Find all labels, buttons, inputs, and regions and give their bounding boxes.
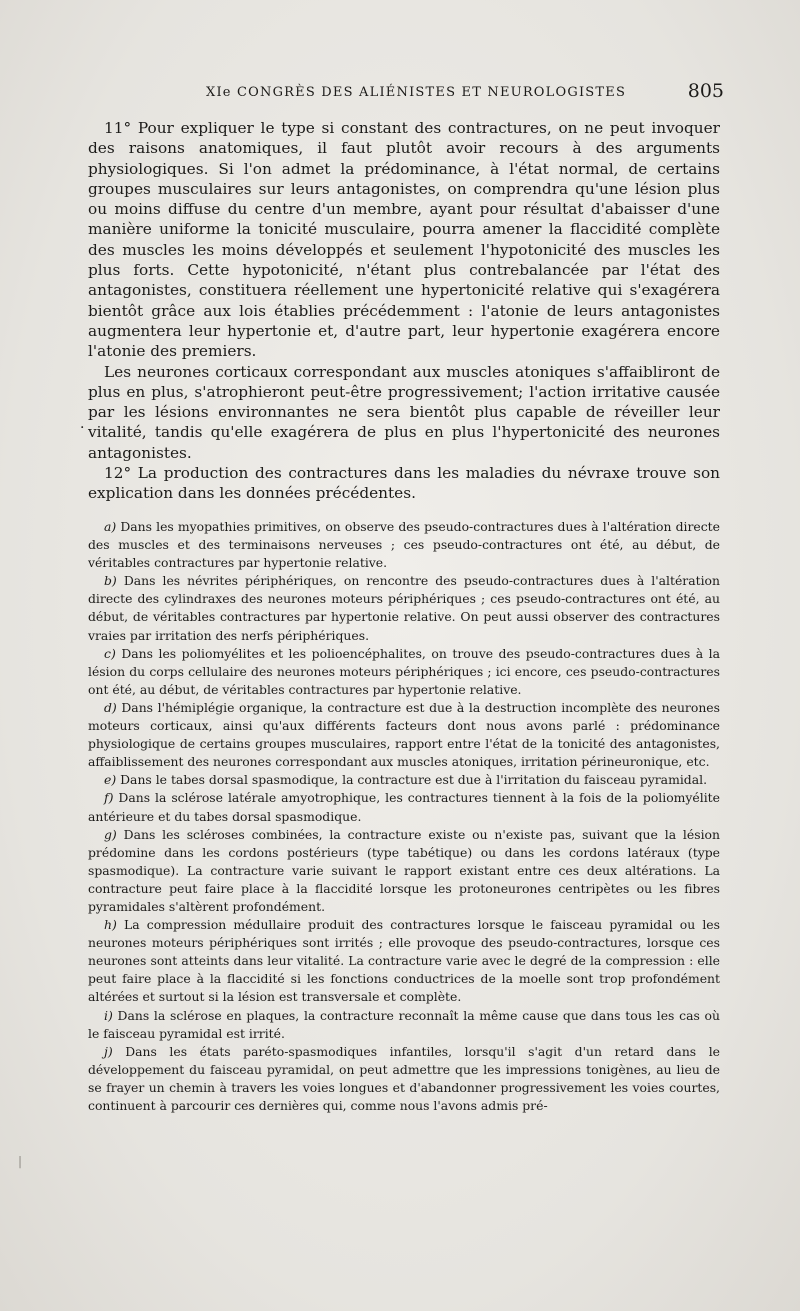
item-text: Dans l'hémiplégie organique, la contracture est due à la destruction incomplète des neurones moteurs corticaux, ainsi qu'aux différents facteurs dont nous avons parlé : prédominance physiologique de certains groupes musculaires, rapport entre l'état de la tonicité des antagonistes, affaiblissement des neurones correspondant aux muscles atoniques, irritation périneuronique, etc. (88, 699, 720, 770)
item-label: a) (104, 519, 117, 534)
item-label: b) (104, 573, 117, 589)
list-item (88, 645, 720, 699)
list-item (88, 826, 720, 916)
list-item (88, 771, 720, 789)
list-item (88, 789, 720, 825)
item-text: Dans la sclérose latérale amyotrophique, les contractures tiennent à la fois de la poliomyélite antérieure et du tabes dorsal spasmodique. (88, 790, 720, 824)
list-item (88, 572, 720, 644)
item-label: f) (104, 790, 114, 806)
item-label: i) (104, 1007, 113, 1023)
margin-tick-icon: | (18, 1154, 23, 1168)
paragraph-11: 11° Pour expliquer le type si constant des contractures, on ne peut invoquer des raisons anatomiques, il faut plutôt avoir recours à des arguments physiologiques. Si l'on admet la prédominance, à l'état normal, de certains groupes musculaires sur leurs antagonistes, on comprendra qu'une lésion plus ou moins diffuse du centre d'un membre, ayant pour résultat d'abaisser d'une manière uniforme la tonicité musculaire, pourra amener la flaccidité complète des muscles les moins développés et seulement l'hypotonicité des muscles les plus forts. Cette hypotonicité, n'étant plus contrebalancée par l'état des antagonistes, constituera réellement une hypertonicité relative qui s'exagérera bientôt grâce aux lois établies précédemment : l'atonie de leurs antagonistes augmentera leur hypertonie et, d'autre part, leur hypertonie exagérera encore l'atonie des premiers. (88, 119, 720, 361)
item-label: j) (104, 1043, 113, 1059)
page-number: 805 (687, 80, 724, 102)
list-item (88, 518, 720, 572)
item-label: d) (104, 699, 117, 715)
item-text: Dans les névrites périphériques, on rencontre des pseudo-contractures dues à l'altération directe des cylindraxes des neurones moteurs périphériques ; ces pseudo-contractures ont été, au début, de véritables contractures par hypertonie relative. On peut aussi observer des contractures vraies par irritation des nerfs périphériques. (88, 573, 720, 643)
item-text: Dans les états paréto-spasmodiques infantiles, lorsqu'il s'agit d'un retard dans le développement du faisceau pyramidal, on peut admettre que les impressions tonigènes, au lieu de se frayer un chemin à travers les voies longues et d'abandonner progressivement les voies courtes, continuent à parcourir ces dernières qui, comme nous l'avons admis pré- (88, 1043, 720, 1113)
paragraph-neurones: Les neurones corticaux correspondant aux muscles atoniques s'affaibliront de plus en plus, s'atrophieront peut-être progressivement; l'action irritative causée par les lésions environnantes ne sera bientôt plus capable de réveiller leur vitalité, tandis qu'elle exagérera de plus en plus l'hypertonicité des neurones antagonistes. (88, 362, 720, 462)
item-text: Dans les poliomyélites et les polioencéphalites, on trouve des pseudo-contractures dues à la lésion du corps cellulaire des neurones moteurs périphériques ; ici encore, ces pseudo-contractures ont été, au début, de véritables contractures par hypertonie relative. (88, 645, 720, 697)
item-list (88, 518, 720, 1115)
paragraph-12: 12° La production des contractures dans les maladies du névraxe trouve son explication dans les données précédentes. (88, 464, 720, 503)
item-label: g) (104, 826, 117, 842)
item-label: c) (104, 645, 116, 661)
margin-dot-icon: · (80, 420, 85, 436)
list-item (88, 699, 720, 771)
item-text: Dans le tabes dorsal spasmodique, la contracture est due à l'irritation du faisceau pyramidal. (120, 772, 708, 788)
item-label: e) (104, 772, 117, 788)
running-title: XIe CONGRÈS DES ALIÉNISTES ET NEUROLOGISTES (206, 85, 627, 100)
item-text: La compression médullaire produit des contractures lorsque le faisceau pyramidal ou les neurones moteurs périphériques sont irrités ; elle provoque des pseudo-contractures, lorsque ces neurones sont atteints dans leur vitalité. La contracture varie avec le degré de la compression : elle peut faire place à la flaccidité si les fonctions conductrices de la moelle sont trop profondément altérées et surtout si la lésion est transversale et complète. (88, 917, 720, 1005)
item-text: Dans les scléroses combinées, la contracture existe ou n'existe pas, suivant que la lésion prédomine dans les cordons postérieurs (type tabétique) ou dans les cordons latéraux (type spasmodique). La contracture varie suivant le rapport existant entre ces deux altérations. La contracture peut faire place à la flaccidité lorsque les protoneurones centripètes ou les fibres pyramidales s'altèrent profondément. (88, 826, 720, 914)
item-text: Dans les myopathies primitives, on observe des pseudo-contractures dues à l'altération directe des muscles et des terminaisons nerveuses ; ces pseudo-contractures ont été, au début, de véritables contractures par hypertonie relative. (88, 519, 720, 571)
list-item (88, 1043, 720, 1115)
list-item (88, 1007, 720, 1043)
list-item (88, 916, 720, 1006)
item-text: Dans la sclérose en plaques, la contracture reconnaît la même cause que dans tous les cas où le faisceau pyramidal est irrité. (88, 1007, 720, 1041)
item-label: h) (104, 917, 117, 933)
main-text (88, 118, 720, 504)
